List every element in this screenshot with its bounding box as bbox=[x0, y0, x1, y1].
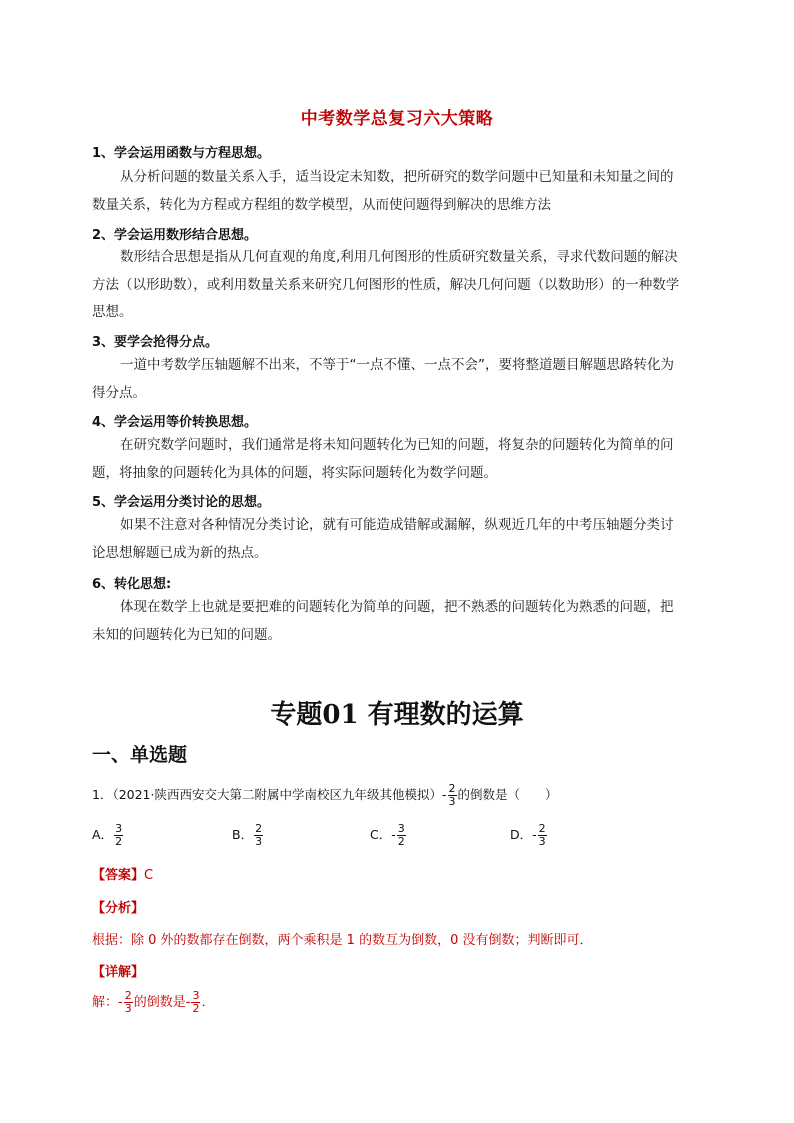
strategy-5-body bbox=[92, 512, 704, 567]
strategy-3-heading: 3、要学会抢得分点。 bbox=[92, 335, 219, 350]
strategy-3-body bbox=[92, 352, 704, 407]
strategy-3-line-1: 一道中考数学压轴题解不出来，不等于“一点不懂、一点不会”，要将整道题目解题思路转化为 bbox=[120, 357, 674, 373]
detail-end: ． bbox=[201, 995, 215, 1010]
topic-title: 专题01 有理数的运算 bbox=[270, 700, 524, 730]
section-title: 一、单选题 bbox=[92, 744, 188, 766]
strategy-2-line-3: 思想。 bbox=[92, 304, 133, 320]
analysis-label-line bbox=[92, 897, 144, 916]
strategy-4-line-2: 题，将抽象的问题转化为具体的问题，将实际问题转化为数学问题。 bbox=[92, 464, 497, 481]
detail-sign-1: - bbox=[118, 995, 123, 1010]
option-a[interactable] bbox=[92, 823, 124, 848]
question-1 bbox=[92, 783, 558, 808]
strategy-4-heading: 4、学会运用等价转换思想。 bbox=[92, 415, 258, 430]
detail-fraction-2 bbox=[191, 990, 200, 1015]
detail-label-line bbox=[92, 961, 144, 980]
option-c[interactable] bbox=[370, 823, 407, 848]
fraction-denominator: 2 bbox=[115, 835, 123, 848]
strategy-6-heading: 6、转化思想: bbox=[92, 577, 172, 592]
option-b[interactable] bbox=[232, 823, 264, 848]
strategy-2-body bbox=[92, 244, 704, 327]
option-a-label: A． bbox=[92, 827, 114, 842]
strategy-title: 中考数学总复习六大策略 bbox=[300, 109, 494, 129]
question-neg-sign: - bbox=[442, 787, 447, 802]
option-d[interactable] bbox=[510, 823, 548, 848]
fraction-numerator: 2 bbox=[255, 822, 263, 835]
analysis-text: 根据：除 0 外的数都存在倒数，两个乘积是 1 的数互为倒数，0 没有倒数；判断即可． bbox=[92, 933, 593, 948]
strategy-6-line-2: 未知的问题转化为已知的问题。 bbox=[92, 626, 281, 643]
question-fraction bbox=[448, 783, 457, 808]
question-source: 1．（2021·陕西西安交大第二附属中学南校区九年级其他模拟） bbox=[92, 787, 442, 802]
fraction-denominator: 3 bbox=[255, 835, 263, 848]
fraction-numerator: 2 bbox=[124, 989, 132, 1002]
fraction-numerator: 2 bbox=[448, 782, 456, 795]
strategy-5-line-1: 如果不注意对各种情况分类讨论，就有可能造成错解或漏解，纵观近几年的中考压轴题分类讨 bbox=[120, 517, 674, 533]
fraction-denominator: 2 bbox=[192, 1002, 200, 1015]
fraction-numerator: 3 bbox=[192, 989, 200, 1002]
detail-label: 【详解】 bbox=[92, 965, 145, 980]
fraction-denominator: 3 bbox=[448, 795, 456, 808]
answer-line bbox=[92, 864, 153, 883]
strategy-5-line-2: 论思想解题已成为新的热点。 bbox=[92, 544, 268, 561]
analysis-label: 【分析】 bbox=[92, 901, 145, 916]
option-b-label: B． bbox=[232, 827, 254, 842]
strategy-1-line-2: 数量关系，转化为方程或方程组的数学模型，从而使问题得到解决的思维方法 bbox=[92, 196, 551, 213]
strategy-2-line-1: 数形结合思想是指从几何直观的角度,利用几何图形的性质研究数量关系，寻求代数问题的解决 bbox=[120, 249, 678, 265]
detail-mid: 的倒数是 bbox=[133, 995, 186, 1010]
detail-prefix: 解： bbox=[92, 995, 119, 1010]
fraction-numerator: 2 bbox=[538, 822, 546, 835]
option-b-fraction bbox=[254, 823, 263, 848]
strategy-2-heading: 2、学会运用数形结合思想。 bbox=[92, 228, 258, 243]
strategy-1-line-1: 从分析问题的数量关系入手，适当设定未知数，把所研究的数学问题中已知量和未知量之间的 bbox=[120, 169, 674, 185]
detail-solution bbox=[92, 990, 214, 1015]
fraction-numerator: 3 bbox=[115, 822, 123, 835]
strategy-6-line-1: 体现在数学上也就是要把难的问题转化为简单的问题，把不熟悉的问题转化为熟悉的问题，把 bbox=[120, 599, 674, 615]
fraction-denominator: 3 bbox=[124, 1002, 132, 1015]
option-c-fraction bbox=[397, 823, 406, 848]
strategy-4-body bbox=[92, 432, 704, 487]
option-d-label: D． bbox=[510, 827, 533, 842]
strategy-6-body bbox=[92, 594, 704, 649]
strategy-1-body bbox=[92, 164, 704, 219]
strategy-4-line-1: 在研究数学问题时，我们通常是将未知问题转化为已知的问题，将复杂的问题转化为简单的问 bbox=[120, 437, 674, 453]
option-d-sign: - bbox=[532, 827, 537, 842]
detail-fraction-1 bbox=[124, 990, 133, 1015]
detail-sign-2: - bbox=[185, 995, 191, 1010]
strategy-1-heading: 1、学会运用函数与方程思想。 bbox=[92, 146, 271, 161]
strategy-2-line-2: 方法（以形助数），或利用数量关系来研究几何图形的性质，解决几何问题（以数助形）的一种数学 bbox=[92, 276, 680, 293]
option-a-fraction bbox=[114, 823, 123, 848]
strategy-5-heading: 5、学会运用分类讨论的思想。 bbox=[92, 495, 271, 510]
option-d-fraction bbox=[538, 823, 547, 848]
answer-label: 【答案】 bbox=[92, 868, 145, 883]
option-c-label: C． bbox=[370, 827, 392, 842]
fraction-numerator: 3 bbox=[397, 822, 405, 835]
answer-value: C bbox=[144, 868, 154, 883]
strategy-3-line-2: 得分点。 bbox=[92, 384, 146, 401]
question-stem: 的倒数是（ ） bbox=[457, 787, 558, 802]
option-c-sign: - bbox=[391, 827, 396, 842]
fraction-denominator: 2 bbox=[397, 835, 405, 848]
fraction-denominator: 3 bbox=[538, 835, 546, 848]
